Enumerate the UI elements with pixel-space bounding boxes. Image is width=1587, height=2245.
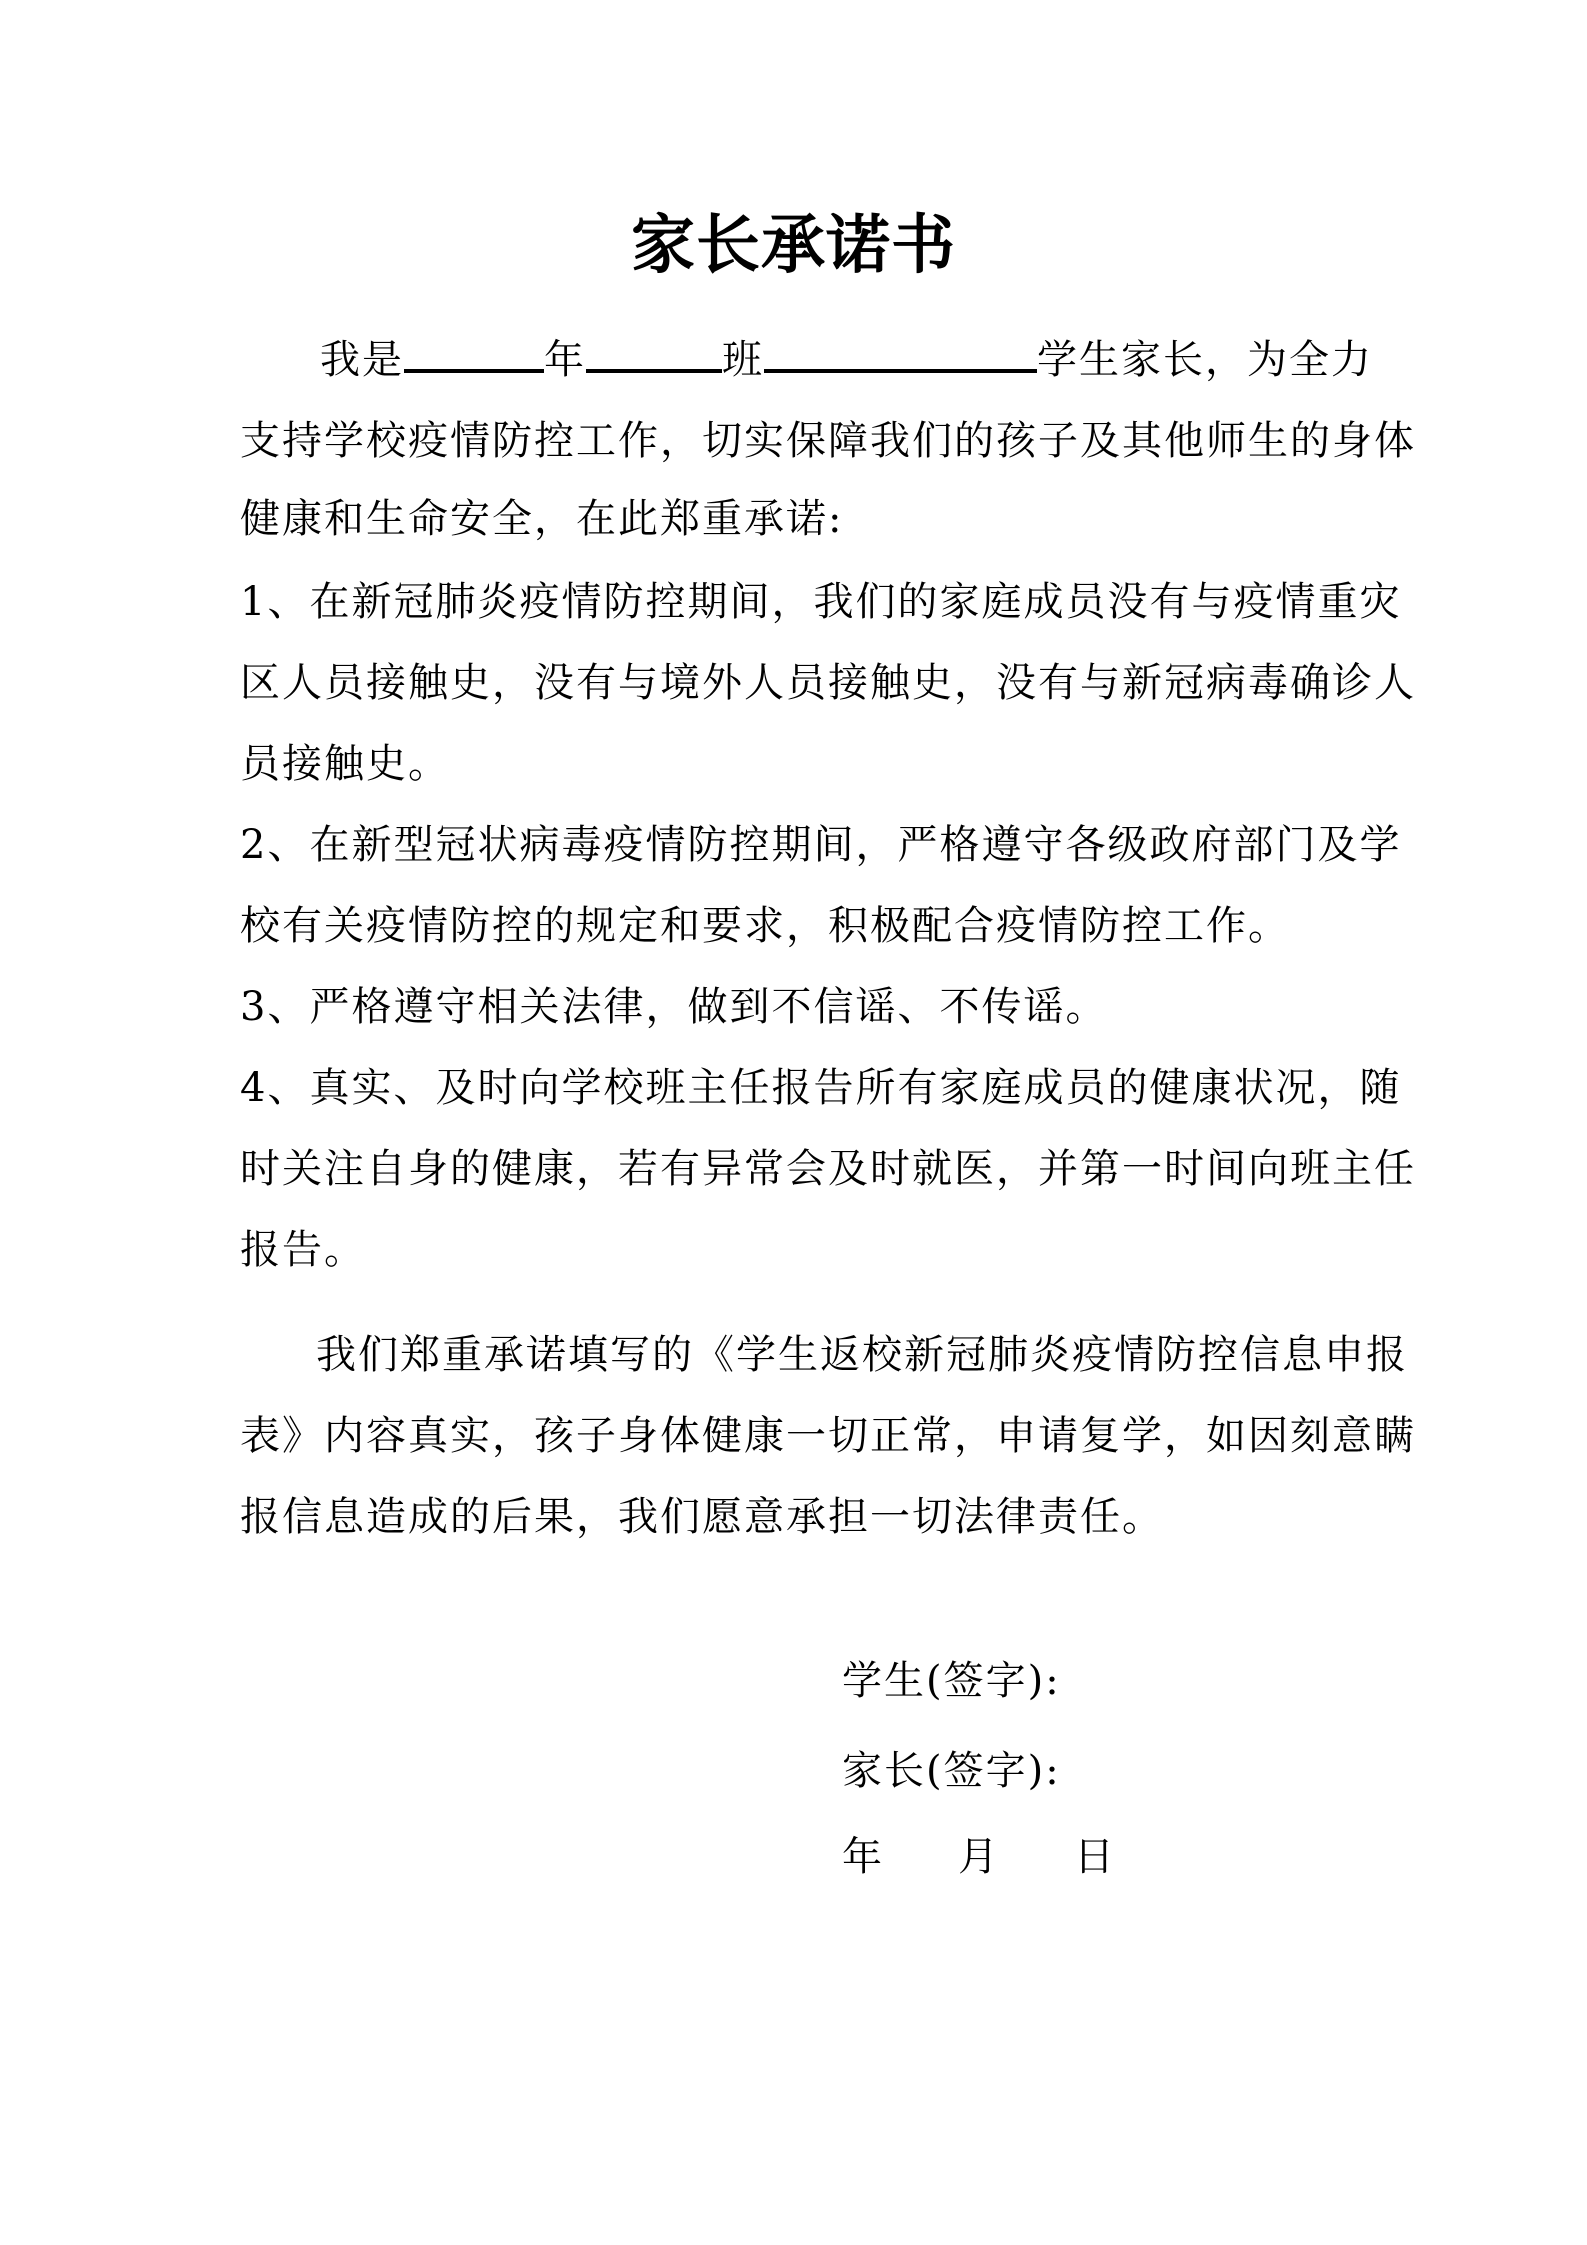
- parent-signature-label[interactable]: 家长(签字):: [842, 1748, 1061, 1794]
- intro-line-1: [320, 337, 1373, 383]
- page-title: 家长承诺书: [631, 208, 956, 283]
- item1-line-1: 1、在新冠肺炎疫情防控期间，我们的家庭成员没有与疫情重灾: [240, 579, 1402, 625]
- date-line: [842, 1834, 1114, 1880]
- grade-blank-field[interactable]: [404, 337, 544, 373]
- intro-line-2: 支持学校疫情防控工作，切实保障我们的孩子及其他师生的身体: [240, 418, 1416, 464]
- student-signature-label[interactable]: 学生(签字):: [842, 1658, 1061, 1704]
- intro-line-3: 健康和生命安全，在此郑重承诺:: [240, 496, 844, 542]
- item4-line-3: 报告。: [240, 1227, 366, 1273]
- item1-line-2: 区人员接触史，没有与境外人员接触史，没有与新冠病毒确诊人: [240, 660, 1416, 706]
- item2-line-1: 2、在新型冠状病毒疫情防控期间，严格遵守各级政府部门及学: [240, 822, 1402, 868]
- item3-line-1: 3、严格遵守相关法律，做到不信谣、不传谣。: [240, 984, 1108, 1030]
- intro-prefix: 我是: [320, 337, 404, 383]
- item4-line-2: 时关注自身的健康，若有异常会及时就医，并第一时间向班主任: [240, 1146, 1416, 1192]
- item2-line-2: 校有关疫情防控的规定和要求，积极配合疫情防控工作。: [240, 903, 1290, 949]
- closing-line-2: 表》内容真实，孩子身体健康一切正常，申请复学，如因刻意瞒: [240, 1413, 1416, 1459]
- year-label: 年: [544, 337, 586, 383]
- date-month-label[interactable]: 月: [958, 1834, 998, 1880]
- item4-line-1: 4、真实、及时向学校班主任报告所有家庭成员的健康状况，随: [240, 1065, 1402, 1111]
- closing-line-3: 报信息造成的后果，我们愿意承担一切法律责任。: [240, 1494, 1164, 1540]
- date-year-label[interactable]: 年: [842, 1834, 882, 1880]
- date-day-label[interactable]: 日: [1074, 1834, 1114, 1880]
- intro-suffix: 学生家长，为全力: [1037, 337, 1373, 383]
- student-name-blank-field[interactable]: [764, 337, 1037, 373]
- closing-line-1: 我们郑重承诺填写的《学生返校新冠肺炎疫情防控信息申报: [316, 1332, 1408, 1378]
- class-label: 班: [722, 337, 764, 383]
- item1-line-3: 员接触史。: [240, 741, 450, 787]
- class-blank-field[interactable]: [586, 337, 722, 373]
